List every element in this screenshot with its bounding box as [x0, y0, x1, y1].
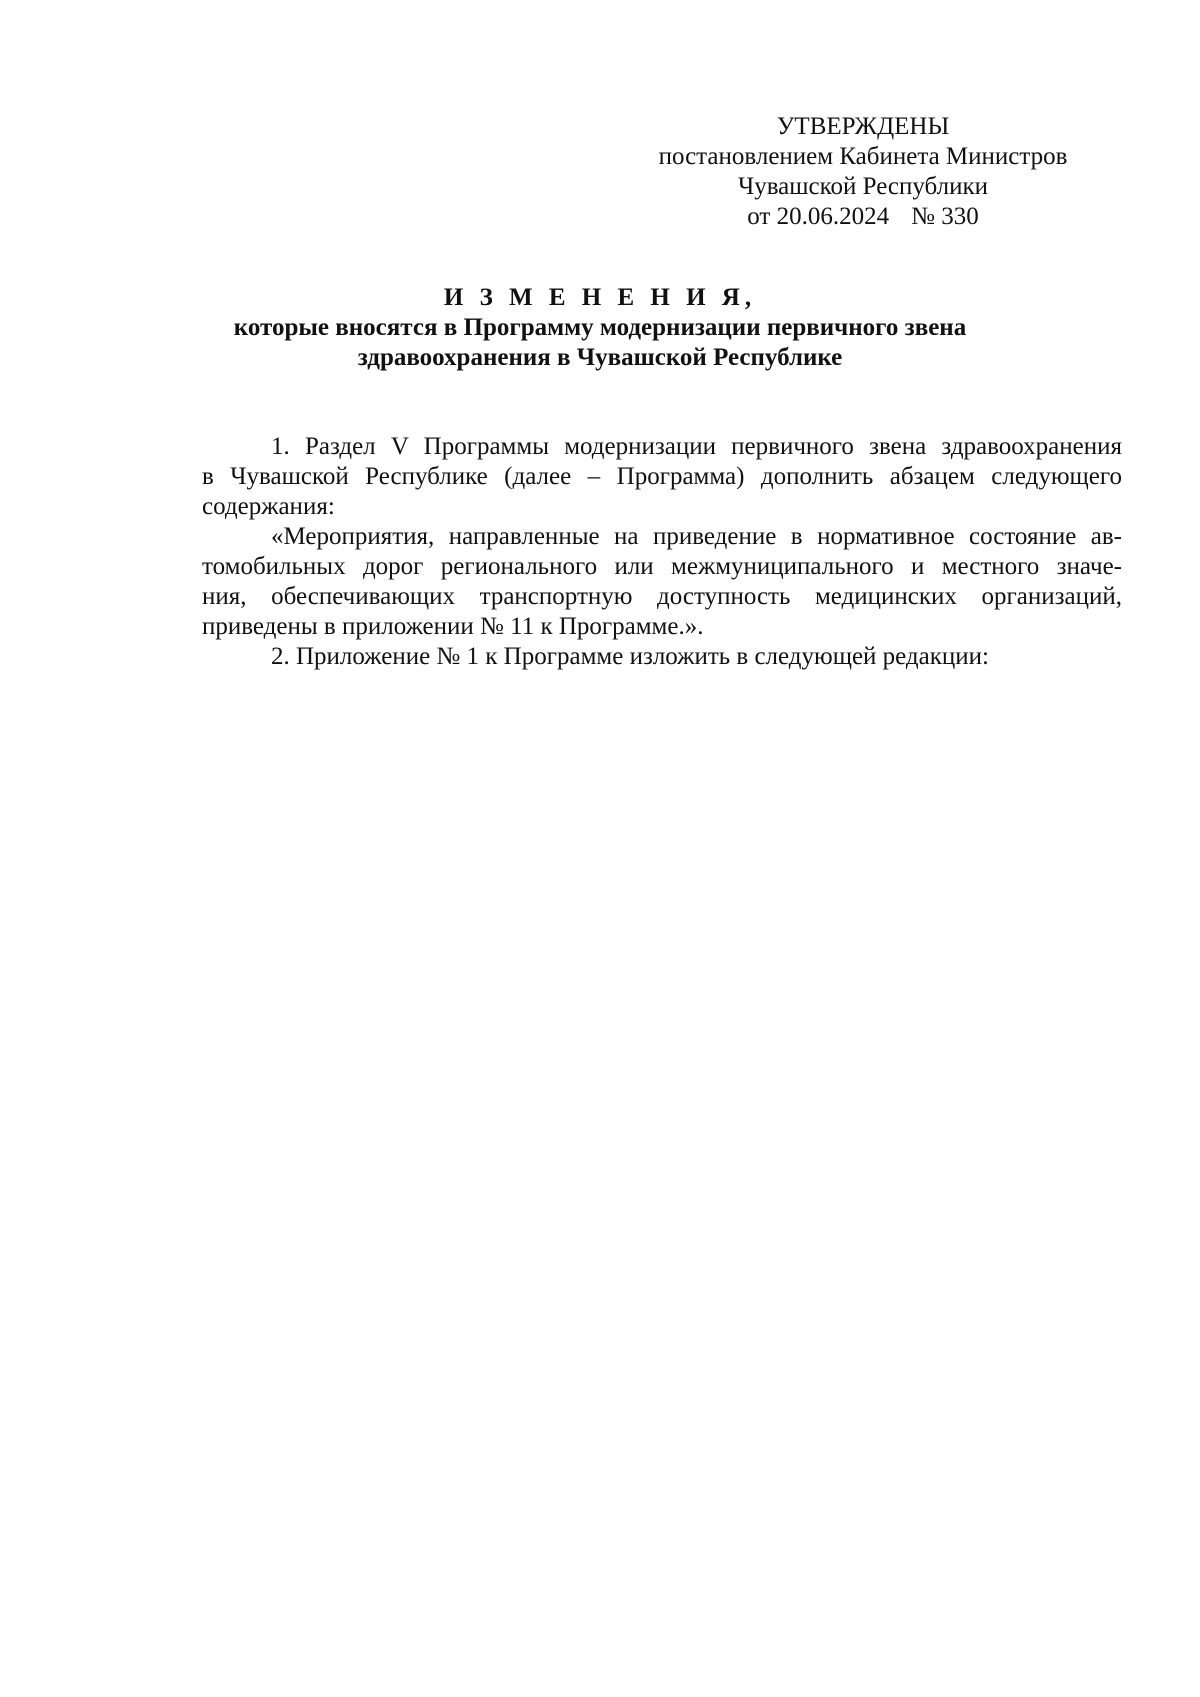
document-subtitle-line-2: здравоохранения в Чувашской Республике	[357, 344, 843, 371]
paragraph-2-line-2: томобильных дорог регионального или межмуниципального и местного значе-	[202, 553, 1122, 580]
document-subtitle-line-1: которые вносятся в Программу модернизации первичного звена	[233, 314, 967, 341]
paragraph-1-line-3: содержания:	[202, 493, 335, 520]
paragraph-1-line-2: в Чувашской Республике (далее – Программа) дополнить абзацем следующего	[202, 463, 1122, 490]
paragraph-2-line-4: приведены в приложении № 11 к Программе.».	[202, 613, 704, 640]
paragraph-3-line-1: 2. Приложение № 1 к Программе изложить в следующей редакции:	[271, 643, 989, 670]
paragraph-2-line-1: «Мероприятия, направленные на приведение в нормативное состояние ав-	[271, 523, 1122, 550]
approval-region: Чувашской Республики	[737, 173, 989, 200]
document-title: И З М Е Н Е Н И Я,	[443, 284, 757, 311]
paragraph-3	[202, 642, 1122, 672]
approval-date-number	[600, 202, 1126, 232]
document-body	[202, 432, 1122, 672]
approval-stamp	[600, 112, 1126, 232]
approval-title: УТВЕРЖДЕНЫ	[776, 113, 950, 140]
paragraph-2	[202, 522, 1122, 642]
paragraph-1-line-1: 1. Раздел V Программы модернизации первичного звена здравоохранения	[271, 433, 1122, 460]
paragraph-1	[202, 432, 1122, 522]
paragraph-2-line-3: ния, обеспечивающих транспортную доступность медицинских организаций,	[202, 583, 1122, 610]
document-heading	[200, 283, 1000, 373]
approval-number: № 330	[911, 203, 979, 230]
approval-issuer: постановлением Кабинета Министров	[658, 143, 1068, 170]
approval-date: от 20.06.2024	[747, 203, 890, 230]
